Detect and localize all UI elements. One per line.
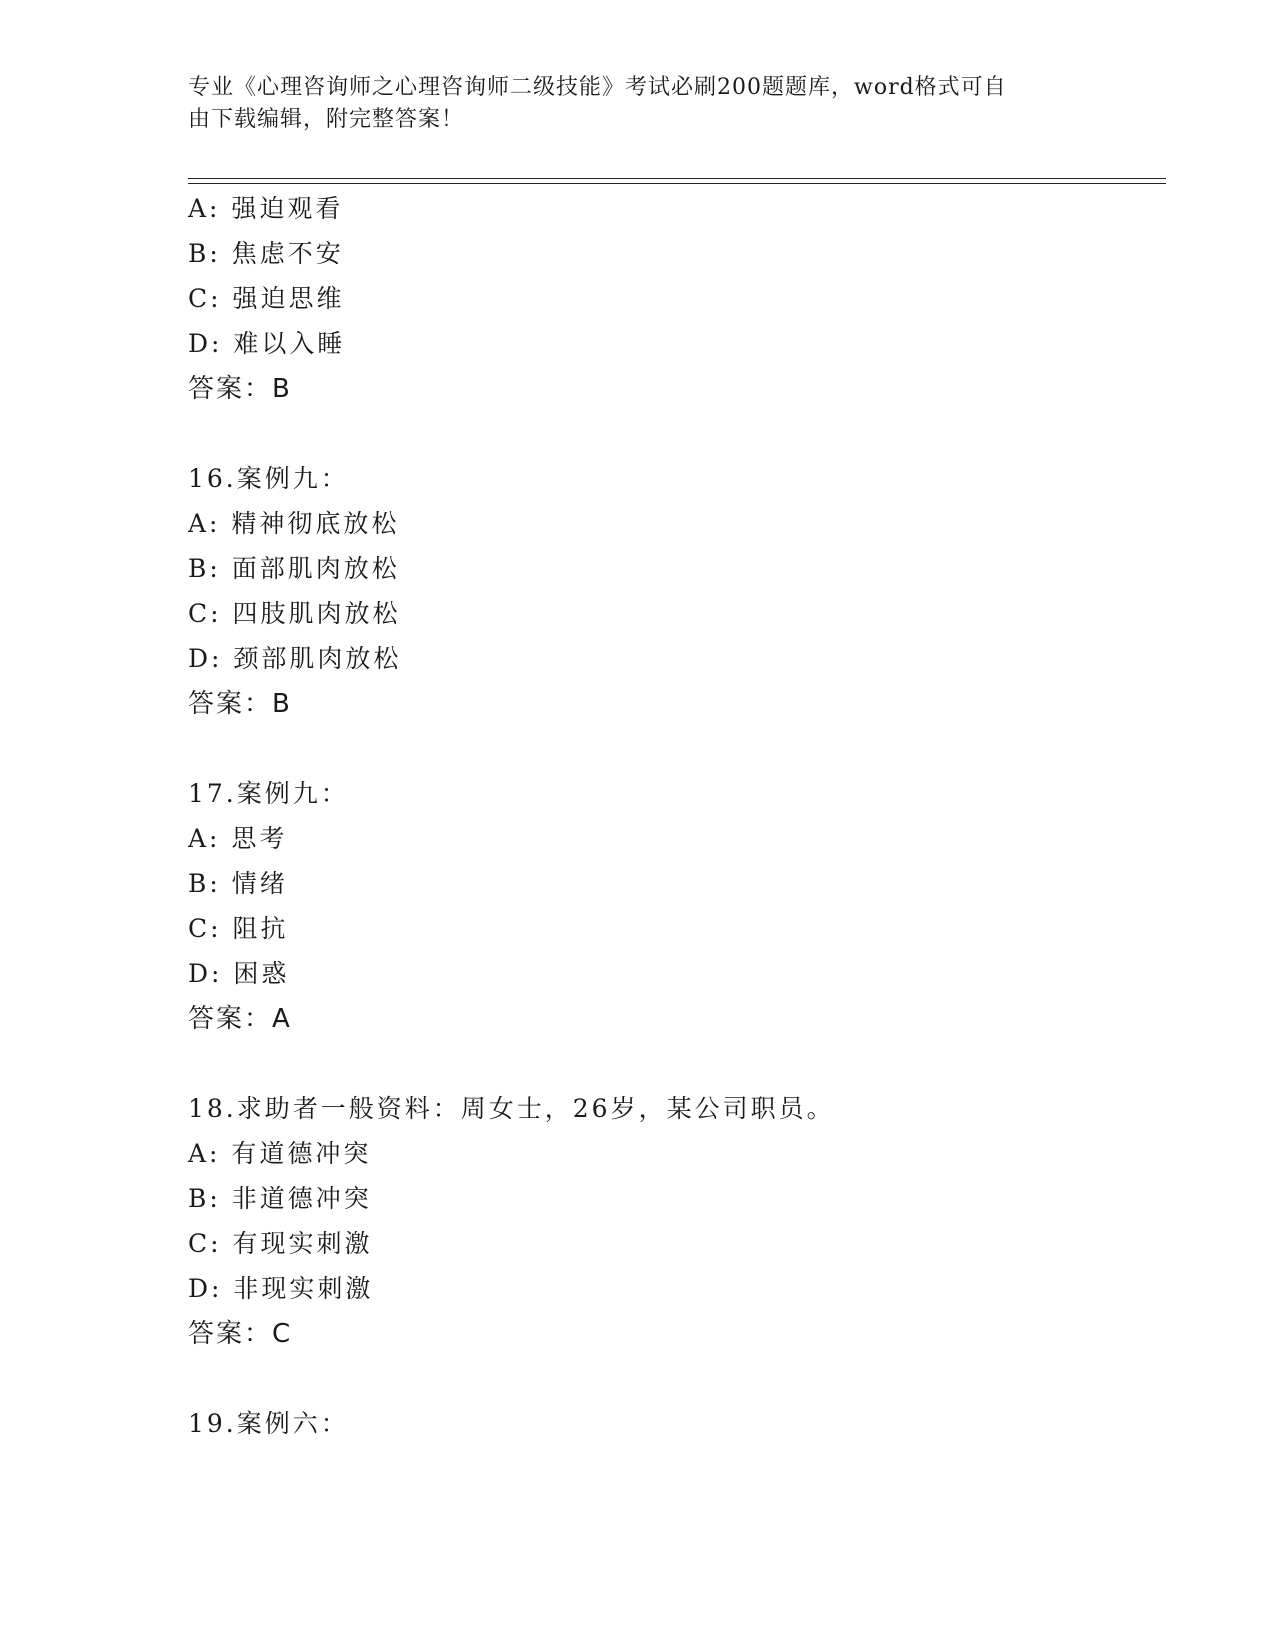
answer-line: 答案：A (188, 1004, 292, 1034)
intro-line-2: 由下载编辑，附完整答案！ (188, 107, 465, 132)
question-17: 17.案例九： (188, 779, 349, 808)
option-b: B: 情绪 (188, 869, 288, 898)
option-c: C: 四肢肌肉放松 (188, 599, 401, 628)
option-b: B: 非道德冲突 (188, 1184, 372, 1213)
option-d: D: 困惑 (188, 959, 290, 988)
intro-line-1: 专业《心理咨询师之心理咨询师二级技能》考试必刷200题题库，word格式可自 (188, 75, 1007, 100)
option-b: B: 面部肌肉放松 (188, 554, 400, 583)
option-c: C: 强迫思维 (188, 284, 345, 313)
option-a: A: 有道德冲突 (188, 1139, 372, 1168)
answer-line: 答案：B (188, 374, 292, 404)
option-d: D: 颈部肌肉放松 (188, 644, 402, 673)
header-rule-bottom (188, 183, 1166, 184)
option-d: D: 非现实刺激 (188, 1274, 374, 1303)
option-b: B: 焦虑不安 (188, 239, 344, 268)
question-18: 18.求助者一般资料：周女士，26岁，某公司职员。 (188, 1094, 835, 1123)
question-16: 16.案例九： (188, 464, 349, 493)
option-d: D: 难以入睡 (188, 329, 346, 358)
option-a: A: 精神彻底放松 (188, 509, 400, 538)
option-c: C: 有现实刺激 (188, 1229, 373, 1258)
document-intro (188, 72, 1068, 136)
question-19: 19.案例六： (188, 1409, 349, 1438)
option-a: A: 强迫观看 (188, 194, 344, 223)
answer-line: 答案：C (188, 1319, 293, 1349)
header-rule-top (188, 178, 1166, 179)
answer-line: 答案：B (188, 689, 292, 719)
option-c: C: 阻抗 (188, 914, 289, 943)
option-a: A: 思考 (188, 824, 288, 853)
